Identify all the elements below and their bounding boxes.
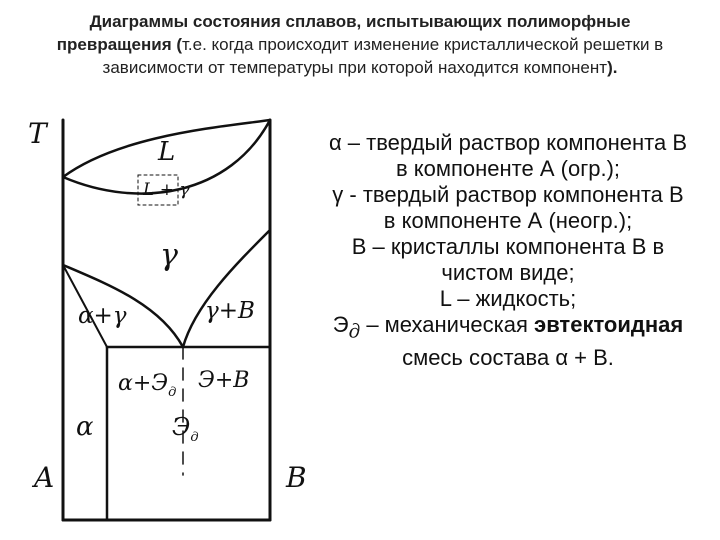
title-bold-end: ). [607,58,618,77]
desc-eutectoid-rest: смесь состава α + В. [402,345,614,371]
desc-eutectoid-sub: д [348,321,361,343]
desc-b: В – кристаллы компонента В в чистом виде; [351,234,665,285]
desc-eutectoid [326,312,690,371]
region-label-l-gamma: L + γ [143,180,190,200]
title-normal: т.е. когда происходит изменение кристаллической решетки в зависимости от температуры при которой находится компонент [102,35,664,77]
desc-eutectoid-bold: эвтектоидная [534,312,684,337]
gamma-b-boundary [183,230,270,347]
phase-diagram [20,115,340,530]
region-label-l: L [158,137,176,167]
axis-label-a: A [34,461,55,494]
desc-eutectoid-text: – механическая [360,312,528,337]
region-label-gamma: γ [160,238,178,273]
region-label-alpha-gamma: α+γ [78,303,127,329]
legend-description [326,130,690,371]
region-label-alpha-eutectoid: $\alpha+Э_д$ [118,371,177,400]
region-label-gamma-b: γ+B [205,298,255,324]
desc-l: L – жидкость; [439,286,577,311]
title-bold-start: Диаграммы состояния сплавов, испытывающих полиморфные превращения ( [56,12,631,54]
region-label-alpha: α [76,412,94,442]
slide-title [30,10,690,79]
desc-eutectoid-symbol: Э [332,312,349,337]
region-label-eutectoid-b: Э+B [198,368,250,393]
desc-alpha: α – твердый раствор компонента В в компоненте А (огр.); [328,130,688,181]
axis-label-b: B [286,461,307,494]
region-label-eutectoid: $Э_д$ [172,413,199,445]
axis-label-t: T [28,117,47,150]
desc-gamma: γ - твердый раствор компонента В в компоненте А (неогр.); [332,182,684,233]
